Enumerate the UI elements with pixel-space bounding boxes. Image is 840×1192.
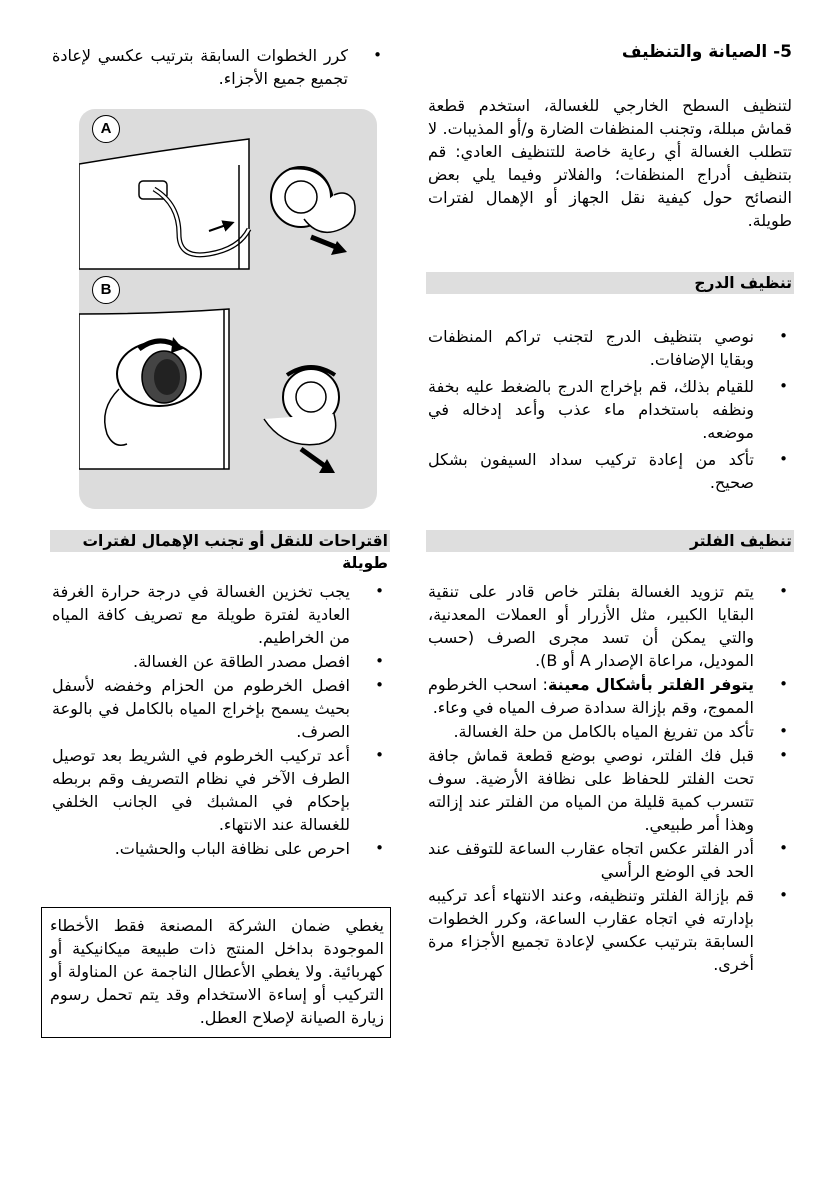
list-item: • تأكد من تفريغ المياه بالكامل من حلة الغسالة. [453, 722, 788, 741]
list-item: • افصل مصدر الطاقة عن الغسالة. [133, 652, 384, 671]
drawer-cleaning-heading: تنظيف الدرج [426, 272, 794, 294]
list-item: • أعد تركيب الخرطوم في الشريط بعد توصيل الطرف الآخر في نظام التصريف وقم بربطه بإحكام في المشبك في الجانب الخلفي للغسالة عند الانتهاء. [52, 746, 384, 834]
bullet-icon: • [779, 886, 788, 904]
warranty-box [41, 907, 391, 1038]
bullet-icon: • [375, 652, 384, 670]
list-item: • افصل الخرطوم من الحزام وخفضه لأسفل بحيث يسمح بإخراج المياه بالكامل في بالوعة الصرف. [52, 676, 384, 741]
drawer-bullets [428, 325, 794, 494]
filter-illustration [79, 109, 377, 509]
bullet-icon: • [779, 450, 788, 468]
list-item: • للقيام بذلك، قم بإخراج الدرج بالضغط عليه بخفة ونظفه باستخدام ماء عذب وأعد إدخاله في موضعه. [428, 377, 788, 442]
list-item: • أدر الفلتر عكس اتجاه عقارب الساعة للتوقف عند الحد في الوضع الرأسي [428, 839, 788, 881]
transport-heading: اقتراحات للنقل أو تجنب الإهمال لفترات طويلة [50, 530, 390, 552]
list-item: • تأكد من إعادة تركيب سداد السيفون بشكل صحيح. [428, 450, 788, 492]
filter-bullets [428, 580, 794, 976]
bullet-icon: • [779, 582, 788, 600]
bold-phrase: يتوفر الفلتر بأشكال معينة [547, 675, 754, 694]
filter-cleaning-heading: تنظيف الفلتر [426, 530, 794, 552]
list-item: • قبل فك الفلتر، نوصي بوضع قطعة قماش جافة تحت الفلتر للحفاظ على نظافة الأرضية. سوف تتسرب كمية قليلة من المياه من الفلتر عند إزالته وهذا أمر طبيعي. [428, 746, 788, 834]
list-item: • يجب تخزين الغسالة في درجة حرارة الغرفة العادية لفترة طويلة مع تصريف كافة المياه من الخراطيم. [52, 582, 384, 647]
list-item: • احرص على نظافة الباب والحشيات. [114, 839, 384, 858]
intro-paragraph-block [428, 94, 792, 232]
list-item: • يتم تزويد الغسالة بفلتر خاص قادر على تنقية البقايا الكبير، مثل الأزرار أو العملات المعدنية، والتي يمكن أن تسد مجرى الصرف (حسب الموديل، مراعاة الإصدار A أو B). [428, 582, 788, 670]
transport-bullets [52, 580, 390, 860]
bullet-icon: • [373, 46, 382, 64]
bullet-icon: • [779, 675, 788, 693]
bullet-icon: • [779, 377, 788, 395]
label-a-badge: A [92, 115, 120, 143]
intro-paragraph: لتنظيف السطح الخارجي للغسالة، استخدم قطعة قماش مبللة، وتجنب المنظفات الضارة و/أو المذيبات. لا تتطلب الغسالة أي رعاية خاصة للتنظيف العادي: قم بتنظيف أدراج المنظفات؛ والفلاتر وفيما يلي بعض النصائح حول كيفية نقل الجهاز أو الإهمال لفترات طويلة. [428, 96, 792, 230]
panel-a-drawing [79, 139, 355, 269]
list-item: • يتوفر الفلتر بأشكال معينة: اسحب الخرطوم المموج، وقم بإزالة سدادة صرف المياه في وعاء. [428, 675, 788, 717]
bullet-icon: • [779, 839, 788, 857]
bullet-icon: • [375, 839, 384, 857]
label-b-badge: B [92, 276, 120, 304]
warranty-text: يغطي ضمان الشركة المصنعة فقط الأخطاء الموجودة بداخل المنتج ذات طبيعة ميكانيكية أو كهربائية. ولا يغطي الأعطال الناجمة عن المناولة أو التركيب أو إساءة الاستخدام وقد يتم تحمل رسوم زيارة الصيانة لإصلاح العطل. [50, 916, 384, 1027]
section-title: 5- الصيانة والتنظيف [621, 42, 792, 62]
bullet-icon: • [375, 676, 384, 694]
bullet-icon: • [779, 327, 788, 345]
bullet-icon: • [375, 746, 384, 764]
bullet-icon: • [779, 722, 788, 740]
list-item: • نوصي بتنظيف الدرج لتجنب تراكم المنظفات وبقايا الإضافات. [428, 327, 788, 369]
top-left-bullet [52, 44, 388, 90]
panel-b-drawing [79, 309, 339, 473]
filter-illustration-svg [79, 109, 377, 509]
list-item: • قم بإزالة الفلتر وتنظيفه، وعند الانتهاء أعد تركيبه بإدارته في اتجاه عقارب الساعة، وكرر الخطوات السابقة بترتيب عكسي لإعادة تجميع الأجزاء مرة أخرى. [428, 886, 788, 974]
list-item: • كرر الخطوات السابقة بترتيب عكسي لإعادة تجميع جميع الأجزاء. [52, 46, 382, 88]
bullet-icon: • [375, 582, 384, 600]
bullet-icon: • [779, 746, 788, 764]
